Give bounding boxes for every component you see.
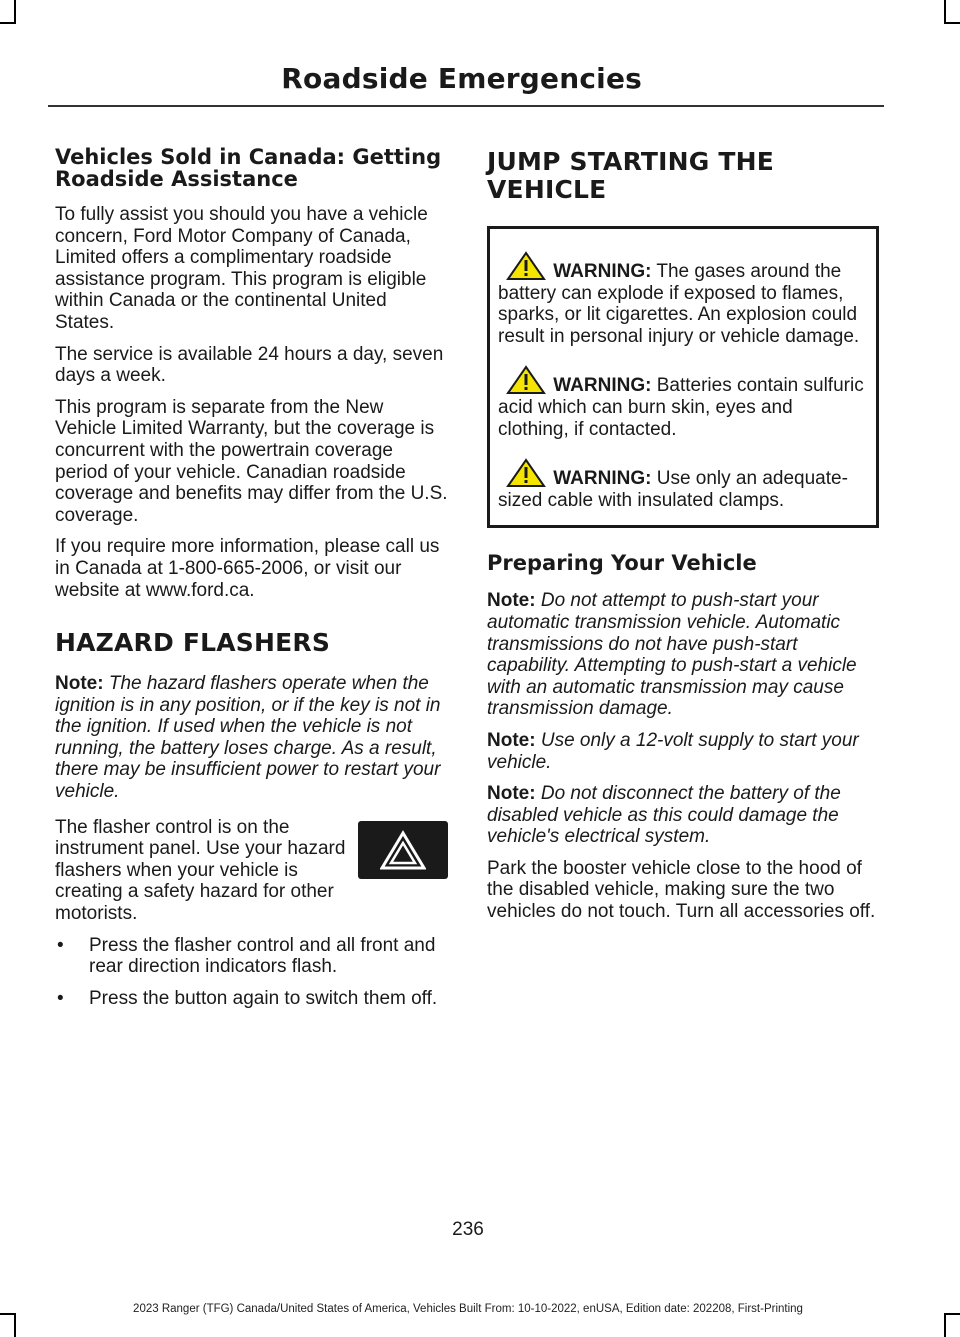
note-label: Note: [487,590,536,612]
flasher-paragraph: The flasher control is on the instrument panel. Use your hazard flashers when your vehicle is creating a safety hazard for other motorists. [55,816,346,925]
note [487,590,879,720]
flasher-instructions [55,935,448,1010]
warning-label: WARNING: [553,468,652,490]
crop-mark [944,1313,960,1315]
hazard-triangle-icon [358,821,448,879]
note-text: Do not disconnect the battery of the disabled vehicle as this could damage the vehicle's electrical system. [487,783,841,848]
bullet: • [57,934,64,956]
right-column [487,146,879,933]
note-label: Note: [55,673,104,695]
paragraph: To fully assist you should you have a vehicle concern, Ford Motor Company of Canada, Limited offers a complimentary roadside assistance program. This program is eligible within Canada or the continental United States. [55,204,428,333]
list-item [55,935,448,978]
note-label: Note: [487,783,536,805]
list-item [55,988,448,1010]
bullet: • [57,987,64,1009]
warning-item [498,251,868,347]
note-text: Use only a 12-volt supply to start your vehicle. [487,729,859,773]
page-number: 236 [452,1219,484,1240]
canada-assistance-heading: Vehicles Sold in Canada: Getting Roadside Assistance [55,145,442,191]
warning-triangle-icon [504,365,548,395]
note-text: Do not attempt to push-start your automatic transmission vehicle. Automatic transmissions do not have push-start capability. Attempting to push-start a vehicle with an automatic transmission may cause transmission damage. [487,590,857,720]
warning-triangle-icon [504,251,548,281]
hazard-flashers-heading: HAZARD FLASHERS [55,628,331,658]
note-text: The hazard flashers operate when the ignition is in any position, or if the key is not in the ignition. If used when the vehicle is not running, the battery loses charge. As a result, there may be insufficient power to restart your vehicle. [55,673,441,803]
warning-box [487,226,879,528]
warning-text: Batteries contain sulfuric acid which can burn skin, eyes and clothing, if contacted. [498,375,864,440]
crop-mark [944,22,960,24]
list-item-text: Press the button again to switch them off. [89,987,438,1009]
note-label: Note: [487,729,536,751]
paragraph: If you require more information, please call us in Canada at 1-800-665-2006, or visit our website at www.ford.ca. [55,536,440,601]
warning-label: WARNING: [553,261,652,282]
footer-text: 2023 Ranger (TFG) Canada/United States of America, Vehicles Built From: 10-10-2022, enUSA, Edition date: 202208, First-Printing [133,1303,803,1315]
jump-starting-heading: JUMP STARTING THE VEHICLE [487,147,775,204]
page-title: Roadside Emergencies [281,62,642,95]
crop-mark [14,0,16,22]
warning-item [498,365,868,440]
park-paragraph: Park the booster vehicle close to the hood of the disabled vehicle, making sure the two vehicles do not touch. Turn all accessories off. [487,857,876,923]
crop-mark [0,22,16,24]
warning-item [498,458,868,511]
note [487,730,879,773]
list-item-text: Press the flasher control and all front and rear direction indicators flash. [89,934,436,978]
crop-mark [944,0,946,22]
crop-mark [14,1314,16,1337]
crop-mark [944,1314,946,1337]
warning-label: WARNING: [553,375,652,397]
warning-text: The gases around the battery can explode if exposed to flames, sparks, or lit cigarettes. An explosion could result in personal injury or vehicle damage. [498,261,860,347]
left-column [55,146,448,1019]
header-rule [48,105,884,107]
warning-triangle-icon [504,458,548,488]
paragraph: This program is separate from the New Vehicle Limited Warranty, but the coverage is concurrent with the powertrain coverage period of your vehicle. Canadian roadside coverage and benefits may differ from the U.S. coverage. [55,396,448,526]
warning-text: Use only an adequate-sized cable with insulated clamps. [498,468,848,511]
note [487,783,879,848]
hazard-note [55,673,448,803]
flasher-section [55,817,448,925]
preparing-vehicle-heading: Preparing Your Vehicle [487,551,757,576]
paragraph: The service is available 24 hours a day, seven days a week. [55,343,444,387]
